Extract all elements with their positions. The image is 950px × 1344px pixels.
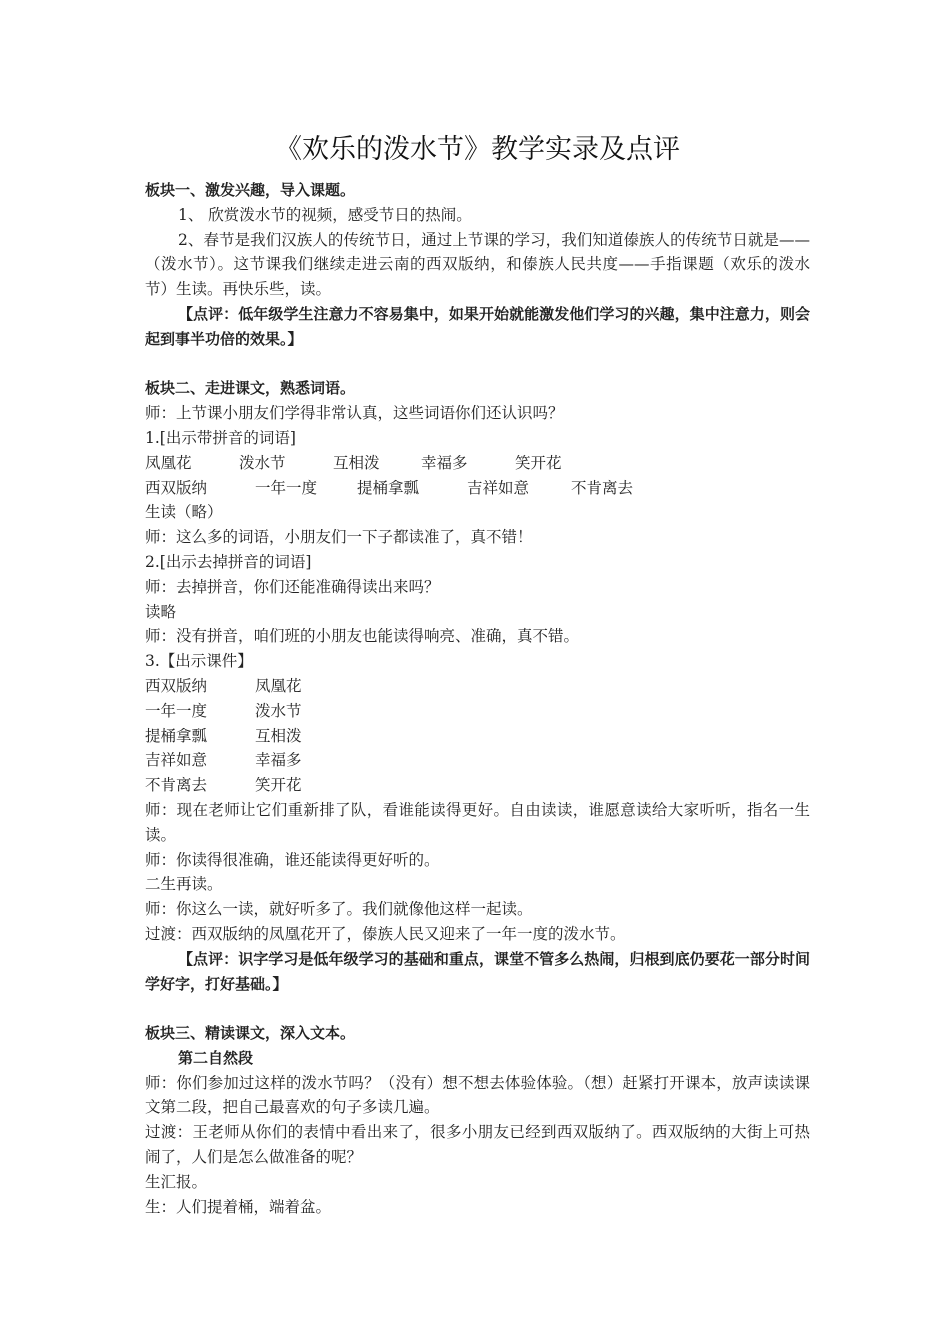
word: 吉祥如意: [467, 478, 530, 497]
paragraph: 1.[出示带拼音的词语]: [145, 428, 296, 447]
word: 泼水节: [255, 701, 302, 720]
word: 幸福多: [255, 751, 302, 770]
word-row: [145, 476, 810, 501]
document-page: [145, 128, 810, 1219]
subsection-heading: 第二自然段: [178, 1048, 254, 1067]
paragraph: 师：这么多的词语，小朋友们一下子都读准了，真不错！: [145, 528, 533, 547]
word: 泼水节: [239, 453, 286, 472]
paragraph: 师：你这么一读，就好听多了。我们就像他这样一起读。: [145, 900, 533, 919]
paragraph: 生汇报。: [145, 1172, 208, 1191]
word: 互相泼: [255, 726, 302, 745]
paragraph: 读略: [145, 602, 177, 621]
paragraph: 师：去掉拼音，你们还能准确得读出来吗？: [145, 577, 440, 596]
paragraph: 3.【出示课件】: [145, 652, 253, 671]
word: 笑开花: [515, 453, 562, 472]
comment: 【点评：识字学习是低年级学习的基础和重点，课堂不管多么热闹，归根到底仍要花一部分时间学好字，打好基础。】: [145, 949, 810, 993]
word: 幸福多: [421, 453, 468, 472]
spacer: [145, 996, 810, 1021]
paragraph: 1、 欣赏泼水节的视频，感受节日的热闹。: [178, 205, 472, 224]
word: 互相泼: [333, 453, 380, 472]
paragraph: 过渡：王老师从你们的表情中看出来了，很多小朋友已经到西双版纳了。西双版纳的大街上可热闹了，人们是怎么做准备的呢？: [145, 1123, 810, 1167]
word: 不肯离去: [145, 776, 208, 795]
word: 提桶拿瓢: [357, 478, 420, 497]
comment: 【点评：低年级学生注意力不容易集中，如果开始就能激发他们学习的兴趣，集中注意力，则会起到事半功倍的效果。】: [145, 304, 810, 348]
paragraph: 师：现在老师让它们重新排了队，看谁能读得更好。自由读读，谁愿意读给大家听听，指名一生读。: [145, 800, 810, 844]
word: 凤凰花: [145, 453, 192, 472]
word-pair-row: [145, 773, 810, 798]
word: 一年一度: [145, 701, 208, 720]
word-row: [145, 451, 810, 476]
section3-heading: 板块三、精读课文，深入文本。: [145, 1024, 356, 1043]
section2-heading: 板块二、走进课文，熟悉词语。: [145, 379, 356, 398]
paragraph: 2.[出示去掉拼音的词语]: [145, 552, 312, 571]
word: 笑开花: [255, 776, 302, 795]
word: 西双版纳: [145, 676, 208, 695]
paragraph: 生：人们提着桶，端着盆。: [145, 1197, 332, 1216]
paragraph: 师：你读得很准确，谁还能读得更好听的。: [145, 850, 440, 869]
paragraph: 生读（略）: [145, 503, 223, 522]
word: 不肯离去: [571, 478, 634, 497]
paragraph: 2、春节是我们汉族人的传统节日，通过上节课的学习，我们知道傣族人的传统节日就是——（泼水节）。这节课我们继续走进云南的西双版纳，和傣族人民共度——手指课题（欢乐的泼水节）生读。再快乐些，读。: [145, 230, 810, 299]
spacer: [145, 352, 810, 377]
paragraph: 师：上节课小朋友们学得非常认真，这些词语你们还认识吗？: [145, 404, 564, 423]
word: 一年一度: [255, 478, 318, 497]
paragraph: 过渡：西双版纳的凤凰花开了，傣族人民又迎来了一年一度的泼水节。: [145, 924, 626, 943]
word-pair-row: [145, 724, 810, 749]
document-title: 《欢乐的泼水节》教学实录及点评: [275, 134, 680, 165]
word: 提桶拿瓢: [145, 726, 208, 745]
section1-heading: 板块一、激发兴趣，导入课题。: [145, 181, 356, 199]
paragraph: 师：没有拼音，咱们班的小朋友也能读得响亮、准确，真不错。: [145, 627, 580, 646]
paragraph: 二生再读。: [145, 875, 223, 894]
word: 吉祥如意: [145, 751, 208, 770]
paragraph: 师：你们参加过这样的泼水节吗？（没有）想不想去体验体验。（想）赶紧打开课本，放声读读课文第二段，把自己最喜欢的句子多读几遍。: [145, 1073, 810, 1117]
word: 西双版纳: [145, 478, 208, 497]
word-pair-row: [145, 699, 810, 724]
word-pair-row: [145, 748, 810, 773]
word-pair-row: [145, 674, 810, 699]
word: 凤凰花: [255, 676, 302, 695]
